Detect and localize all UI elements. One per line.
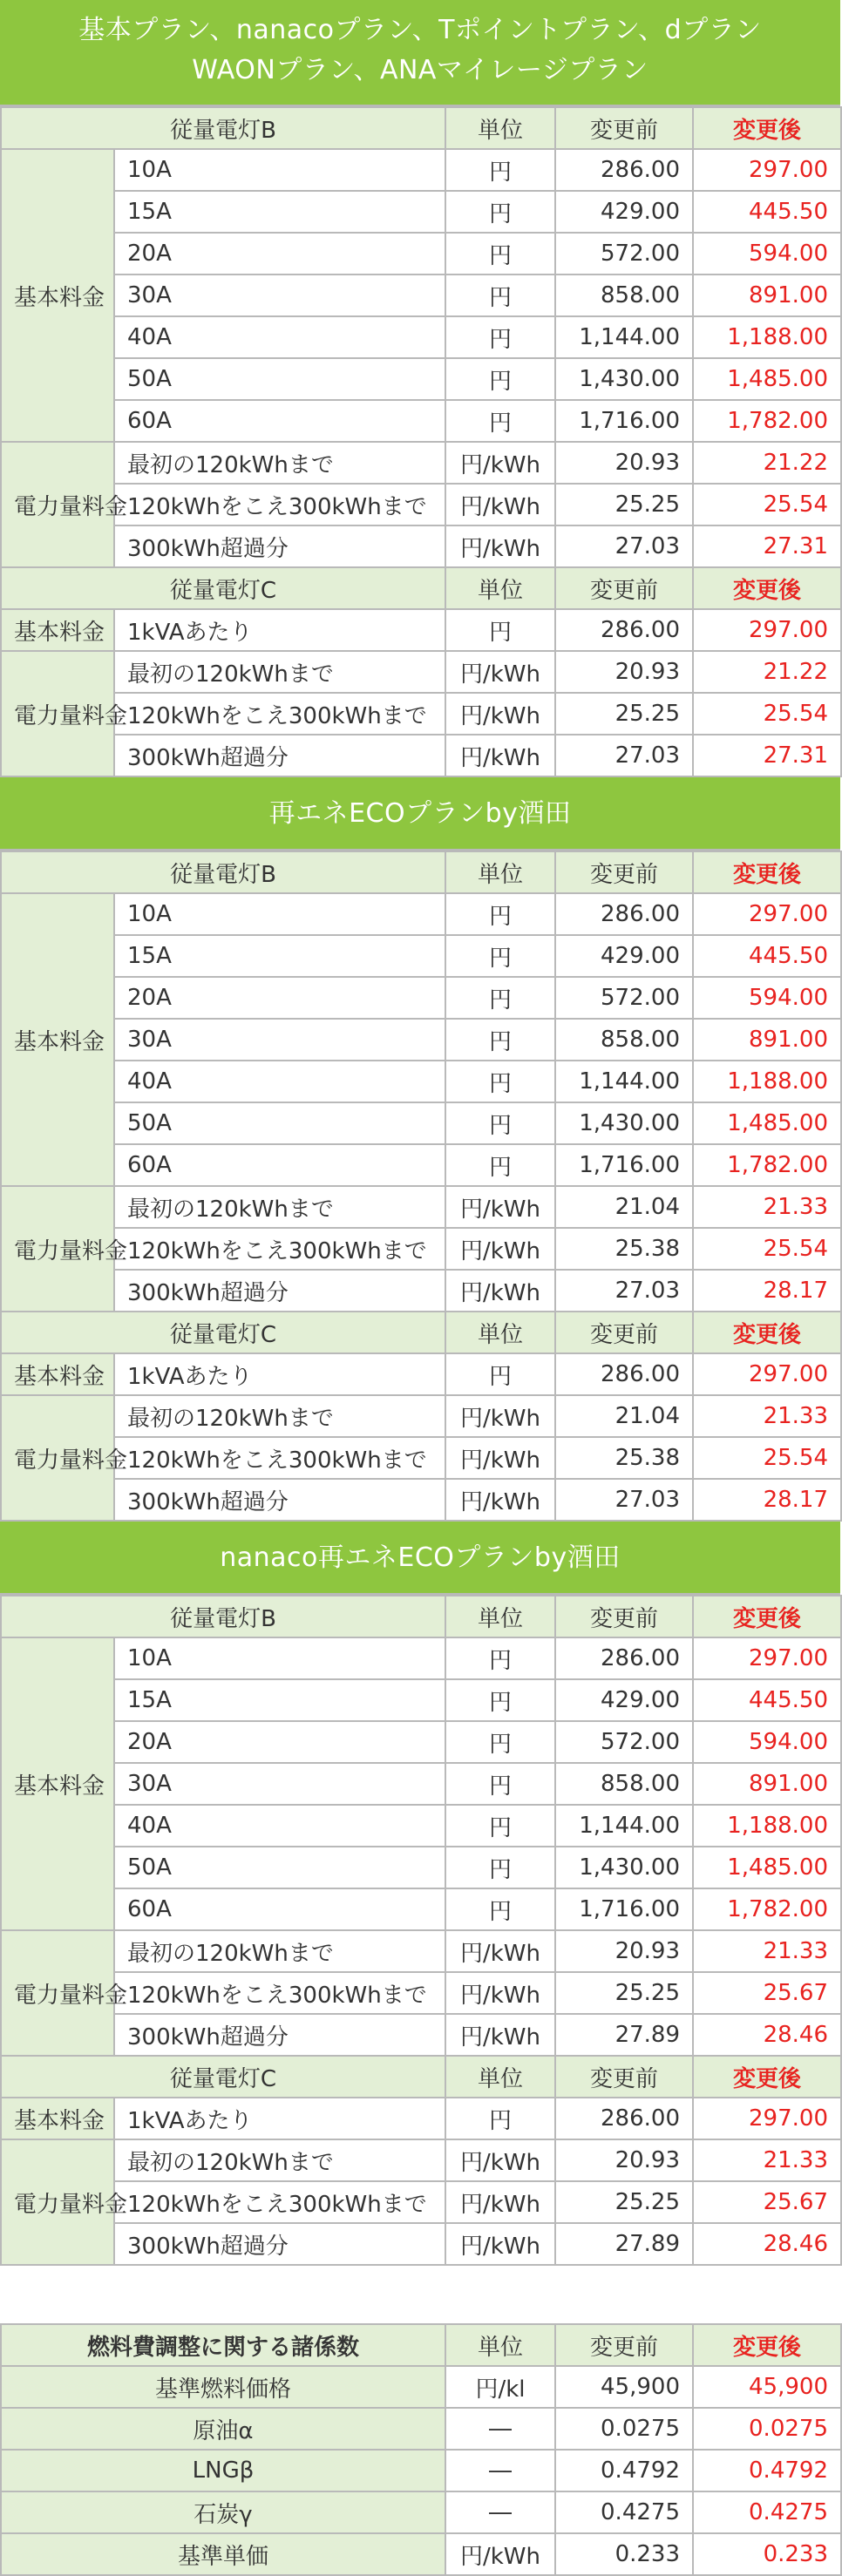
- after-value-cell: 297.00: [693, 609, 841, 651]
- unit-cell: 円: [445, 935, 555, 977]
- unit-cell: 円/kl: [445, 2366, 555, 2408]
- unit-cell: 円/kWh: [445, 1930, 555, 1972]
- table-row: [1, 233, 841, 275]
- row-item-label: 120kWhをこえ300kWhまで: [114, 484, 445, 525]
- before-value-cell: 429.00: [555, 1679, 693, 1721]
- after-column-header: 変更後: [693, 1596, 841, 1637]
- before-value-cell: 25.25: [555, 693, 693, 735]
- energy-charge-label: 電力量料金: [1, 2139, 114, 2265]
- plan-title-line: nanaco再エネECOプランby酒田: [220, 1542, 621, 1573]
- row-item-label: 30A: [114, 1763, 445, 1805]
- energy-charge-label: 電力量料金: [1, 651, 114, 776]
- energy-charge-label: 電力量料金: [1, 1186, 114, 1312]
- row-item-label: 60A: [114, 400, 445, 442]
- table-row: [1, 1395, 841, 1437]
- table-row: [1, 191, 841, 233]
- table-row: [1, 1102, 841, 1144]
- before-value-cell: 20.93: [555, 1930, 693, 1972]
- unit-cell: 円: [445, 400, 555, 442]
- after-value-cell: 1,485.00: [693, 358, 841, 400]
- after-value-cell: 594.00: [693, 233, 841, 275]
- row-item-label: 最初の120kWhまで: [114, 1930, 445, 1972]
- before-value-cell: 21.04: [555, 1186, 693, 1228]
- row-item-label: 15A: [114, 1679, 445, 1721]
- unit-cell: 円/kWh: [445, 1228, 555, 1270]
- unit-cell: 円: [445, 275, 555, 316]
- table-row: [1, 2181, 841, 2223]
- plan-title-line: 基本プラン、nanacoプラン、Tポイントプラン、dプラン: [78, 15, 762, 45]
- section-spacer: [0, 2266, 840, 2323]
- after-value-cell: 297.00: [693, 1637, 841, 1679]
- fuel-item-label: 石炭γ: [1, 2491, 445, 2533]
- before-column-header: 変更前: [555, 1596, 693, 1637]
- plan-title-line: 再エネECOプランby酒田: [268, 798, 572, 829]
- before-value-cell: 1,144.00: [555, 1805, 693, 1847]
- row-item-label: 120kWhをこえ300kWhまで: [114, 693, 445, 735]
- table-row: [1, 1353, 841, 1395]
- energy-charge-label: 電力量料金: [1, 442, 114, 567]
- after-value-cell: 1,485.00: [693, 1102, 841, 1144]
- table-row: [1, 1972, 841, 2014]
- before-value-cell: 1,430.00: [555, 358, 693, 400]
- unit-cell: 円/kWh: [445, 651, 555, 693]
- table-row: [1, 1679, 841, 1721]
- table-row: [1, 275, 841, 316]
- row-item-label: 1kVAあたり: [114, 609, 445, 651]
- fuel-table-row: [1, 2366, 841, 2408]
- table-row: [1, 1479, 841, 1521]
- after-value-cell: 21.33: [693, 1395, 841, 1437]
- before-value-cell: 1,144.00: [555, 1061, 693, 1102]
- plan-title-line: WAONプラン、ANAマイレージプラン: [192, 55, 648, 85]
- table-row: [1, 1270, 841, 1312]
- after-value-cell: 297.00: [693, 1353, 841, 1395]
- unit-column-header: 単位: [445, 1312, 555, 1353]
- before-value-cell: 1,144.00: [555, 316, 693, 358]
- row-item-label: 60A: [114, 1888, 445, 1930]
- unit-cell: 円: [445, 1061, 555, 1102]
- unit-cell: 円: [445, 1144, 555, 1186]
- row-item-label: 1kVAあたり: [114, 1353, 445, 1395]
- after-value-cell: 27.31: [693, 525, 841, 567]
- after-column-header: 変更後: [693, 567, 841, 609]
- unit-cell: 円: [445, 1805, 555, 1847]
- before-value-cell: 27.03: [555, 525, 693, 567]
- before-value-cell: 25.25: [555, 484, 693, 525]
- table-row: [1, 358, 841, 400]
- fuel-table-row: [1, 2408, 841, 2450]
- after-value-cell: 891.00: [693, 275, 841, 316]
- table-row: [1, 149, 841, 191]
- base-fee-label: 基本料金: [1, 1637, 114, 1930]
- table-row: [1, 935, 841, 977]
- row-item-label: 40A: [114, 1061, 445, 1102]
- before-value-cell: 27.89: [555, 2014, 693, 2056]
- unit-cell: 円: [445, 1353, 555, 1395]
- row-item-label: 120kWhをこえ300kWhまで: [114, 1972, 445, 2014]
- unit-cell: 円: [445, 1102, 555, 1144]
- unit-cell: 円: [445, 358, 555, 400]
- before-value-cell: 286.00: [555, 1353, 693, 1395]
- unit-column-header: 単位: [445, 851, 555, 893]
- fuel-item-label: 原油α: [1, 2408, 445, 2450]
- before-value-cell: 27.03: [555, 735, 693, 776]
- unit-column-header: 単位: [445, 107, 555, 149]
- unit-cell: 円/kWh: [445, 693, 555, 735]
- table-row: [1, 1019, 841, 1061]
- unit-cell: 円: [445, 1847, 555, 1888]
- before-value-cell: 0.233: [555, 2533, 693, 2575]
- unit-cell: 円: [445, 1888, 555, 1930]
- row-item-label: 最初の120kWhまで: [114, 651, 445, 693]
- row-item-label: 300kWh超過分: [114, 1270, 445, 1312]
- table-header-row: [1, 1596, 841, 1637]
- row-item-label: 20A: [114, 233, 445, 275]
- before-column-header: 変更前: [555, 107, 693, 149]
- unit-column-header: 単位: [445, 2056, 555, 2098]
- unit-cell: 円/kWh: [445, 484, 555, 525]
- service-name-header: 従量電灯B: [1, 1596, 445, 1637]
- row-item-label: 10A: [114, 893, 445, 935]
- fuel-item-label: LNGβ: [1, 2450, 445, 2491]
- service-name-header: 従量電灯C: [1, 567, 445, 609]
- row-item-label: 30A: [114, 275, 445, 316]
- rate-table: [0, 1595, 842, 2266]
- fuel-table-header-row: [1, 2324, 841, 2366]
- unit-cell: 円: [445, 1637, 555, 1679]
- before-value-cell: 286.00: [555, 2098, 693, 2139]
- table-row: [1, 977, 841, 1019]
- base-fee-label: 基本料金: [1, 149, 114, 442]
- fuel-coefficients-header: 燃料費調整に関する諸係数: [1, 2324, 445, 2366]
- row-item-label: 15A: [114, 191, 445, 233]
- after-value-cell: 445.50: [693, 1679, 841, 1721]
- after-value-cell: 0.4275: [693, 2491, 841, 2533]
- after-value-cell: 594.00: [693, 1721, 841, 1763]
- table-row: [1, 1637, 841, 1679]
- fuel-table-row: [1, 2450, 841, 2491]
- before-value-cell: 21.04: [555, 1395, 693, 1437]
- before-value-cell: 858.00: [555, 1763, 693, 1805]
- before-value-cell: 0.0275: [555, 2408, 693, 2450]
- row-item-label: 120kWhをこえ300kWhまで: [114, 2181, 445, 2223]
- unit-cell: 円: [445, 1679, 555, 1721]
- table-row: [1, 442, 841, 484]
- after-value-cell: 0.4792: [693, 2450, 841, 2491]
- fuel-item-label: 基準単価: [1, 2533, 445, 2575]
- unit-cell: 円/kWh: [445, 2014, 555, 2056]
- row-item-label: 40A: [114, 1805, 445, 1847]
- unit-cell: 円/kWh: [445, 2223, 555, 2265]
- unit-cell: 円/kWh: [445, 1395, 555, 1437]
- row-item-label: 30A: [114, 1019, 445, 1061]
- before-value-cell: 858.00: [555, 275, 693, 316]
- unit-cell: ―: [445, 2408, 555, 2450]
- before-value-cell: 1,716.00: [555, 1144, 693, 1186]
- rate-table: [0, 106, 842, 777]
- row-item-label: 10A: [114, 1637, 445, 1679]
- row-item-label: 40A: [114, 316, 445, 358]
- unit-cell: 円: [445, 1763, 555, 1805]
- unit-column-header: 単位: [445, 567, 555, 609]
- table-row: [1, 1144, 841, 1186]
- before-value-cell: 20.93: [555, 2139, 693, 2181]
- row-item-label: 1kVAあたり: [114, 2098, 445, 2139]
- table-row: [1, 1437, 841, 1479]
- row-item-label: 300kWh超過分: [114, 735, 445, 776]
- after-column-header: 変更後: [693, 2324, 841, 2366]
- table-row: [1, 1061, 841, 1102]
- row-item-label: 15A: [114, 935, 445, 977]
- unit-cell: 円: [445, 191, 555, 233]
- before-value-cell: 27.03: [555, 1479, 693, 1521]
- row-item-label: 50A: [114, 1847, 445, 1888]
- after-value-cell: 0.233: [693, 2533, 841, 2575]
- row-item-label: 300kWh超過分: [114, 2014, 445, 2056]
- before-value-cell: 25.25: [555, 2181, 693, 2223]
- unit-cell: 円: [445, 149, 555, 191]
- table-row: [1, 2098, 841, 2139]
- energy-charge-label: 電力量料金: [1, 1930, 114, 2056]
- table-row: [1, 2139, 841, 2181]
- before-value-cell: 286.00: [555, 1637, 693, 1679]
- before-value-cell: 429.00: [555, 935, 693, 977]
- after-value-cell: 21.22: [693, 442, 841, 484]
- before-value-cell: 572.00: [555, 233, 693, 275]
- table-header-row: [1, 2056, 841, 2098]
- unit-cell: 円/kWh: [445, 2139, 555, 2181]
- row-item-label: 10A: [114, 149, 445, 191]
- table-row: [1, 1930, 841, 1972]
- table-row: [1, 400, 841, 442]
- unit-cell: 円: [445, 609, 555, 651]
- table-row: [1, 316, 841, 358]
- plan-title-banner: [0, 1522, 840, 1595]
- before-value-cell: 1,430.00: [555, 1102, 693, 1144]
- table-row: [1, 1763, 841, 1805]
- row-item-label: 最初の120kWhまで: [114, 1395, 445, 1437]
- unit-cell: 円: [445, 1721, 555, 1763]
- plan-title-banner: [0, 0, 840, 106]
- after-value-cell: 1,188.00: [693, 1061, 841, 1102]
- row-item-label: 20A: [114, 1721, 445, 1763]
- energy-charge-label: 電力量料金: [1, 1395, 114, 1521]
- service-name-header: 従量電灯C: [1, 2056, 445, 2098]
- table-row: [1, 2014, 841, 2056]
- unit-column-header: 単位: [445, 1596, 555, 1637]
- before-value-cell: 1,716.00: [555, 400, 693, 442]
- after-value-cell: 28.17: [693, 1270, 841, 1312]
- after-value-cell: 28.17: [693, 1479, 841, 1521]
- unit-cell: ―: [445, 2491, 555, 2533]
- unit-cell: 円: [445, 2098, 555, 2139]
- after-value-cell: 25.54: [693, 693, 841, 735]
- after-value-cell: 297.00: [693, 2098, 841, 2139]
- before-column-header: 変更前: [555, 2056, 693, 2098]
- table-row: [1, 693, 841, 735]
- table-row: [1, 735, 841, 776]
- row-item-label: 20A: [114, 977, 445, 1019]
- before-value-cell: 25.38: [555, 1437, 693, 1479]
- before-value-cell: 0.4275: [555, 2491, 693, 2533]
- before-column-header: 変更前: [555, 1312, 693, 1353]
- after-value-cell: 25.54: [693, 1437, 841, 1479]
- table-header-row: [1, 1312, 841, 1353]
- after-value-cell: 28.46: [693, 2014, 841, 2056]
- before-value-cell: 1,716.00: [555, 1888, 693, 1930]
- row-item-label: 300kWh超過分: [114, 2223, 445, 2265]
- table-row: [1, 525, 841, 567]
- before-value-cell: 1,430.00: [555, 1847, 693, 1888]
- base-fee-label: 基本料金: [1, 893, 114, 1186]
- row-item-label: 120kWhをこえ300kWhまで: [114, 1437, 445, 1479]
- after-column-header: 変更後: [693, 1312, 841, 1353]
- after-value-cell: 1,188.00: [693, 316, 841, 358]
- unit-cell: 円/kWh: [445, 2533, 555, 2575]
- after-value-cell: 297.00: [693, 149, 841, 191]
- after-value-cell: 891.00: [693, 1763, 841, 1805]
- table-row: [1, 484, 841, 525]
- after-value-cell: 25.54: [693, 484, 841, 525]
- after-value-cell: 25.54: [693, 1228, 841, 1270]
- table-row: [1, 1888, 841, 1930]
- after-value-cell: 27.31: [693, 735, 841, 776]
- before-value-cell: 286.00: [555, 893, 693, 935]
- after-value-cell: 0.0275: [693, 2408, 841, 2450]
- before-value-cell: 572.00: [555, 1721, 693, 1763]
- base-fee-label: 基本料金: [1, 2098, 114, 2139]
- after-value-cell: 297.00: [693, 893, 841, 935]
- table-row: [1, 1186, 841, 1228]
- table-row: [1, 609, 841, 651]
- unit-cell: 円/kWh: [445, 525, 555, 567]
- table-header-row: [1, 851, 841, 893]
- plan-title-banner: [0, 777, 840, 851]
- after-value-cell: 1,485.00: [693, 1847, 841, 1888]
- after-value-cell: 28.46: [693, 2223, 841, 2265]
- row-item-label: 最初の120kWhまで: [114, 442, 445, 484]
- after-value-cell: 1,782.00: [693, 1888, 841, 1930]
- before-column-header: 変更前: [555, 851, 693, 893]
- after-value-cell: 1,782.00: [693, 400, 841, 442]
- fuel-item-label: 基準燃料価格: [1, 2366, 445, 2408]
- after-value-cell: 445.50: [693, 935, 841, 977]
- row-item-label: 最初の120kWhまで: [114, 1186, 445, 1228]
- service-name-header: 従量電灯C: [1, 1312, 445, 1353]
- unit-cell: 円/kWh: [445, 2181, 555, 2223]
- table-row: [1, 1847, 841, 1888]
- service-name-header: 従量電灯B: [1, 851, 445, 893]
- row-item-label: 300kWh超過分: [114, 1479, 445, 1521]
- before-value-cell: 25.38: [555, 1228, 693, 1270]
- service-name-header: 従量電灯B: [1, 107, 445, 149]
- unit-cell: 円/kWh: [445, 442, 555, 484]
- row-item-label: 最初の120kWhまで: [114, 2139, 445, 2181]
- row-item-label: 60A: [114, 1144, 445, 1186]
- row-item-label: 50A: [114, 1102, 445, 1144]
- after-column-header: 変更後: [693, 107, 841, 149]
- unit-column-header: 単位: [445, 2324, 555, 2366]
- base-fee-label: 基本料金: [1, 1353, 114, 1395]
- unit-cell: 円: [445, 233, 555, 275]
- rate-table: [0, 851, 842, 1522]
- before-value-cell: 25.25: [555, 1972, 693, 2014]
- after-value-cell: 891.00: [693, 1019, 841, 1061]
- after-value-cell: 45,900: [693, 2366, 841, 2408]
- before-value-cell: 0.4792: [555, 2450, 693, 2491]
- after-value-cell: 1,782.00: [693, 1144, 841, 1186]
- after-value-cell: 1,188.00: [693, 1805, 841, 1847]
- unit-cell: 円/kWh: [445, 1437, 555, 1479]
- table-row: [1, 1228, 841, 1270]
- before-value-cell: 572.00: [555, 977, 693, 1019]
- before-value-cell: 27.03: [555, 1270, 693, 1312]
- unit-cell: 円/kWh: [445, 1972, 555, 2014]
- before-value-cell: 20.93: [555, 651, 693, 693]
- before-value-cell: 45,900: [555, 2366, 693, 2408]
- table-header-row: [1, 567, 841, 609]
- table-header-row: [1, 107, 841, 149]
- after-value-cell: 25.67: [693, 2181, 841, 2223]
- table-row: [1, 651, 841, 693]
- before-value-cell: 286.00: [555, 609, 693, 651]
- before-column-header: 変更前: [555, 2324, 693, 2366]
- unit-cell: 円/kWh: [445, 1186, 555, 1228]
- after-column-header: 変更後: [693, 2056, 841, 2098]
- unit-cell: 円/kWh: [445, 735, 555, 776]
- before-column-header: 変更前: [555, 567, 693, 609]
- fuel-table-row: [1, 2533, 841, 2575]
- after-value-cell: 21.33: [693, 2139, 841, 2181]
- after-value-cell: 594.00: [693, 977, 841, 1019]
- row-item-label: 50A: [114, 358, 445, 400]
- unit-cell: 円: [445, 316, 555, 358]
- fuel-adjustment-table: [0, 2323, 842, 2576]
- unit-cell: ―: [445, 2450, 555, 2491]
- after-value-cell: 21.33: [693, 1930, 841, 1972]
- table-row: [1, 2223, 841, 2265]
- before-value-cell: 286.00: [555, 149, 693, 191]
- after-value-cell: 25.67: [693, 1972, 841, 2014]
- table-row: [1, 893, 841, 935]
- unit-cell: 円/kWh: [445, 1479, 555, 1521]
- after-column-header: 変更後: [693, 851, 841, 893]
- fuel-table-row: [1, 2491, 841, 2533]
- before-value-cell: 27.89: [555, 2223, 693, 2265]
- before-value-cell: 20.93: [555, 442, 693, 484]
- after-value-cell: 21.22: [693, 651, 841, 693]
- table-row: [1, 1805, 841, 1847]
- unit-cell: 円: [445, 893, 555, 935]
- before-value-cell: 858.00: [555, 1019, 693, 1061]
- unit-cell: 円/kWh: [445, 1270, 555, 1312]
- base-fee-label: 基本料金: [1, 609, 114, 651]
- before-value-cell: 429.00: [555, 191, 693, 233]
- table-row: [1, 1721, 841, 1763]
- row-item-label: 120kWhをこえ300kWhまで: [114, 1228, 445, 1270]
- after-value-cell: 445.50: [693, 191, 841, 233]
- unit-cell: 円: [445, 1019, 555, 1061]
- unit-cell: 円: [445, 977, 555, 1019]
- row-item-label: 300kWh超過分: [114, 525, 445, 567]
- after-value-cell: 21.33: [693, 1186, 841, 1228]
